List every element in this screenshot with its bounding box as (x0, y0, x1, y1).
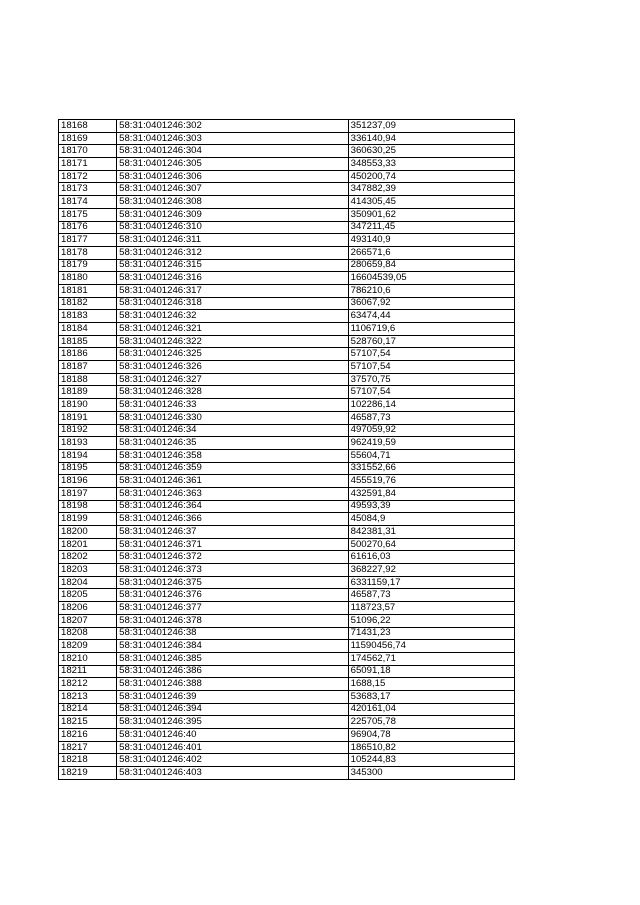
table-row (59, 196, 515, 209)
cadastral-number-cell: 58:31:0401246:364 (117, 500, 349, 513)
cadastral-number-cell: 58:31:0401246:308 (117, 196, 349, 209)
table-row (59, 665, 515, 678)
value-cell: 16604539,05 (348, 272, 514, 285)
cadastral-number-cell: 58:31:0401246:35 (117, 437, 349, 450)
row-number-cell: 18179 (59, 259, 117, 272)
value-cell: 53683,17 (348, 690, 514, 703)
table-row (59, 716, 515, 729)
table-row (59, 348, 515, 361)
value-cell: 105244,83 (348, 754, 514, 767)
cadastral-number-cell: 58:31:0401246:330 (117, 411, 349, 424)
row-number-cell: 18191 (59, 411, 117, 424)
table-row (59, 690, 515, 703)
value-cell: 266571,6 (348, 246, 514, 259)
value-cell: 45084,9 (348, 513, 514, 526)
cadastral-number-cell: 58:31:0401246:33 (117, 399, 349, 412)
table-row (59, 170, 515, 183)
cadastral-number-cell: 58:31:0401246:327 (117, 373, 349, 386)
value-cell: 414305,45 (348, 196, 514, 209)
value-cell: 46587,73 (348, 411, 514, 424)
cadastral-number-cell: 58:31:0401246:375 (117, 576, 349, 589)
row-number-cell: 18185 (59, 335, 117, 348)
value-cell: 186510,82 (348, 741, 514, 754)
row-number-cell: 18214 (59, 703, 117, 716)
table-row (59, 652, 515, 665)
cadastral-number-cell: 58:31:0401246:363 (117, 487, 349, 500)
table-row (59, 754, 515, 767)
value-cell: 55604,71 (348, 449, 514, 462)
value-cell: 962419,59 (348, 437, 514, 450)
cadastral-number-cell: 58:31:0401246:309 (117, 208, 349, 221)
cadastral-number-cell: 58:31:0401246:303 (117, 132, 349, 145)
cadastral-number-cell: 58:31:0401246:306 (117, 170, 349, 183)
row-number-cell: 18188 (59, 373, 117, 386)
row-number-cell: 18196 (59, 475, 117, 488)
table-row (59, 221, 515, 234)
value-cell: 57107,54 (348, 386, 514, 399)
cadastral-number-cell: 58:31:0401246:39 (117, 690, 349, 703)
value-cell: 786210,6 (348, 284, 514, 297)
row-number-cell: 18218 (59, 754, 117, 767)
cadastral-number-cell: 58:31:0401246:310 (117, 221, 349, 234)
row-number-cell: 18212 (59, 678, 117, 691)
row-number-cell: 18175 (59, 208, 117, 221)
table-row (59, 640, 515, 653)
cadastral-number-cell: 58:31:0401246:307 (117, 183, 349, 196)
row-number-cell: 18204 (59, 576, 117, 589)
table-row (59, 183, 515, 196)
row-number-cell: 18176 (59, 221, 117, 234)
value-cell: 336140,94 (348, 132, 514, 145)
cadastral-number-cell: 58:31:0401246:376 (117, 589, 349, 602)
table-row (59, 297, 515, 310)
row-number-cell: 18174 (59, 196, 117, 209)
value-cell: 347882,39 (348, 183, 514, 196)
row-number-cell: 18172 (59, 170, 117, 183)
table-row (59, 526, 515, 539)
value-cell: 57107,54 (348, 361, 514, 374)
value-cell: 360630,25 (348, 145, 514, 158)
value-cell: 57107,54 (348, 348, 514, 361)
table-row (59, 272, 515, 285)
value-cell: 6331159,17 (348, 576, 514, 589)
value-cell: 174562,71 (348, 652, 514, 665)
value-cell: 225705,78 (348, 716, 514, 729)
value-cell: 497059,92 (348, 424, 514, 437)
value-cell: 432591,84 (348, 487, 514, 500)
cadastral-number-cell: 58:31:0401246:302 (117, 120, 349, 133)
row-number-cell: 18200 (59, 526, 117, 539)
row-number-cell: 18195 (59, 462, 117, 475)
table-row (59, 627, 515, 640)
cadastral-number-cell: 58:31:0401246:384 (117, 640, 349, 653)
cadastral-number-cell: 58:31:0401246:317 (117, 284, 349, 297)
row-number-cell: 18206 (59, 602, 117, 615)
table-row (59, 589, 515, 602)
cadastral-number-cell: 58:31:0401246:315 (117, 259, 349, 272)
value-cell: 368227,92 (348, 564, 514, 577)
table-row (59, 500, 515, 513)
cadastral-number-cell: 58:31:0401246:312 (117, 246, 349, 259)
cadastral-number-cell: 58:31:0401246:322 (117, 335, 349, 348)
table-row (59, 411, 515, 424)
cadastral-number-cell: 58:31:0401246:388 (117, 678, 349, 691)
row-number-cell: 18199 (59, 513, 117, 526)
value-cell: 37570,75 (348, 373, 514, 386)
value-cell: 345300 (348, 767, 514, 780)
value-cell: 842381,31 (348, 526, 514, 539)
row-number-cell: 18186 (59, 348, 117, 361)
row-number-cell: 18173 (59, 183, 117, 196)
table-row (59, 158, 515, 171)
value-cell: 500270,64 (348, 538, 514, 551)
row-number-cell: 18192 (59, 424, 117, 437)
cadastral-number-cell: 58:31:0401246:326 (117, 361, 349, 374)
value-cell: 36067,92 (348, 297, 514, 310)
row-number-cell: 18208 (59, 627, 117, 640)
row-number-cell: 18190 (59, 399, 117, 412)
cadastral-number-cell: 58:31:0401246:325 (117, 348, 349, 361)
cadastral-number-cell: 58:31:0401246:372 (117, 551, 349, 564)
cadastral-number-cell: 58:31:0401246:316 (117, 272, 349, 285)
value-cell: 46587,73 (348, 589, 514, 602)
row-number-cell: 18202 (59, 551, 117, 564)
table-body (59, 120, 515, 780)
value-cell: 118723,57 (348, 602, 514, 615)
table-row (59, 513, 515, 526)
table-row (59, 602, 515, 615)
row-number-cell: 18207 (59, 614, 117, 627)
cadastral-number-cell: 58:31:0401246:311 (117, 234, 349, 247)
table-row (59, 386, 515, 399)
value-cell: 350901,62 (348, 208, 514, 221)
table-row (59, 424, 515, 437)
value-cell: 51096,22 (348, 614, 514, 627)
table-row (59, 246, 515, 259)
row-number-cell: 18181 (59, 284, 117, 297)
row-number-cell: 18197 (59, 487, 117, 500)
value-cell: 11590456,74 (348, 640, 514, 653)
cadastral-number-cell: 58:31:0401246:402 (117, 754, 349, 767)
table-row (59, 373, 515, 386)
cadastral-number-cell: 58:31:0401246:385 (117, 652, 349, 665)
value-cell: 450200,74 (348, 170, 514, 183)
row-number-cell: 18209 (59, 640, 117, 653)
value-cell: 1106719,6 (348, 323, 514, 336)
data-table (58, 119, 515, 780)
value-cell: 65091,18 (348, 665, 514, 678)
table-row (59, 551, 515, 564)
table-row (59, 538, 515, 551)
cadastral-number-cell: 58:31:0401246:37 (117, 526, 349, 539)
table-row (59, 767, 515, 780)
row-number-cell: 18211 (59, 665, 117, 678)
row-number-cell: 18189 (59, 386, 117, 399)
cadastral-number-cell: 58:31:0401246:361 (117, 475, 349, 488)
table-row (59, 361, 515, 374)
value-cell: 71431,23 (348, 627, 514, 640)
value-cell: 347211,45 (348, 221, 514, 234)
row-number-cell: 18215 (59, 716, 117, 729)
cadastral-number-cell: 58:31:0401246:304 (117, 145, 349, 158)
cadastral-number-cell: 58:31:0401246:38 (117, 627, 349, 640)
cadastral-number-cell: 58:31:0401246:366 (117, 513, 349, 526)
value-cell: 96904,78 (348, 729, 514, 742)
value-cell: 348553,33 (348, 158, 514, 171)
value-cell: 528760,17 (348, 335, 514, 348)
cadastral-number-cell: 58:31:0401246:328 (117, 386, 349, 399)
table-row (59, 729, 515, 742)
cadastral-number-cell: 58:31:0401246:358 (117, 449, 349, 462)
cadastral-number-cell: 58:31:0401246:371 (117, 538, 349, 551)
row-number-cell: 18168 (59, 120, 117, 133)
row-number-cell: 18171 (59, 158, 117, 171)
cadastral-number-cell: 58:31:0401246:373 (117, 564, 349, 577)
value-cell: 420161,04 (348, 703, 514, 716)
row-number-cell: 18217 (59, 741, 117, 754)
table-row (59, 145, 515, 158)
table-row (59, 310, 515, 323)
table-row (59, 449, 515, 462)
cadastral-number-cell: 58:31:0401246:395 (117, 716, 349, 729)
table-row (59, 437, 515, 450)
table-row (59, 741, 515, 754)
row-number-cell: 18205 (59, 589, 117, 602)
row-number-cell: 18193 (59, 437, 117, 450)
cadastral-number-cell: 58:31:0401246:401 (117, 741, 349, 754)
table-row (59, 399, 515, 412)
row-number-cell: 18213 (59, 690, 117, 703)
table-row (59, 475, 515, 488)
row-number-cell: 18210 (59, 652, 117, 665)
row-number-cell: 18184 (59, 323, 117, 336)
cadastral-number-cell: 58:31:0401246:305 (117, 158, 349, 171)
value-cell: 1688,15 (348, 678, 514, 691)
row-number-cell: 18177 (59, 234, 117, 247)
row-number-cell: 18170 (59, 145, 117, 158)
cadastral-number-cell: 58:31:0401246:403 (117, 767, 349, 780)
table-row (59, 284, 515, 297)
table-row (59, 576, 515, 589)
row-number-cell: 18198 (59, 500, 117, 513)
value-cell: 351237,09 (348, 120, 514, 133)
table-row (59, 335, 515, 348)
value-cell: 61616,03 (348, 551, 514, 564)
row-number-cell: 18169 (59, 132, 117, 145)
value-cell: 49593,39 (348, 500, 514, 513)
row-number-cell: 18216 (59, 729, 117, 742)
row-number-cell: 18219 (59, 767, 117, 780)
cadastral-number-cell: 58:31:0401246:386 (117, 665, 349, 678)
table-row (59, 120, 515, 133)
value-cell: 63474,44 (348, 310, 514, 323)
row-number-cell: 18203 (59, 564, 117, 577)
value-cell: 331552,66 (348, 462, 514, 475)
cadastral-number-cell: 58:31:0401246:378 (117, 614, 349, 627)
table-row (59, 462, 515, 475)
value-cell: 455519,76 (348, 475, 514, 488)
value-cell: 493140,9 (348, 234, 514, 247)
row-number-cell: 18178 (59, 246, 117, 259)
cadastral-number-cell: 58:31:0401246:321 (117, 323, 349, 336)
table-row (59, 703, 515, 716)
cadastral-number-cell: 58:31:0401246:377 (117, 602, 349, 615)
row-number-cell: 18183 (59, 310, 117, 323)
table-row (59, 132, 515, 145)
table-row (59, 564, 515, 577)
table-row (59, 678, 515, 691)
cadastral-number-cell: 58:31:0401246:359 (117, 462, 349, 475)
table-row (59, 323, 515, 336)
cadastral-number-cell: 58:31:0401246:32 (117, 310, 349, 323)
cadastral-number-cell: 58:31:0401246:394 (117, 703, 349, 716)
table-row (59, 234, 515, 247)
table-row (59, 259, 515, 272)
cadastral-number-cell: 58:31:0401246:34 (117, 424, 349, 437)
row-number-cell: 18180 (59, 272, 117, 285)
table-row (59, 208, 515, 221)
table-row (59, 614, 515, 627)
cadastral-number-cell: 58:31:0401246:40 (117, 729, 349, 742)
row-number-cell: 18187 (59, 361, 117, 374)
table-row (59, 487, 515, 500)
cadastral-number-cell: 58:31:0401246:318 (117, 297, 349, 310)
value-cell: 280659,84 (348, 259, 514, 272)
row-number-cell: 18182 (59, 297, 117, 310)
row-number-cell: 18194 (59, 449, 117, 462)
row-number-cell: 18201 (59, 538, 117, 551)
value-cell: 102286,14 (348, 399, 514, 412)
